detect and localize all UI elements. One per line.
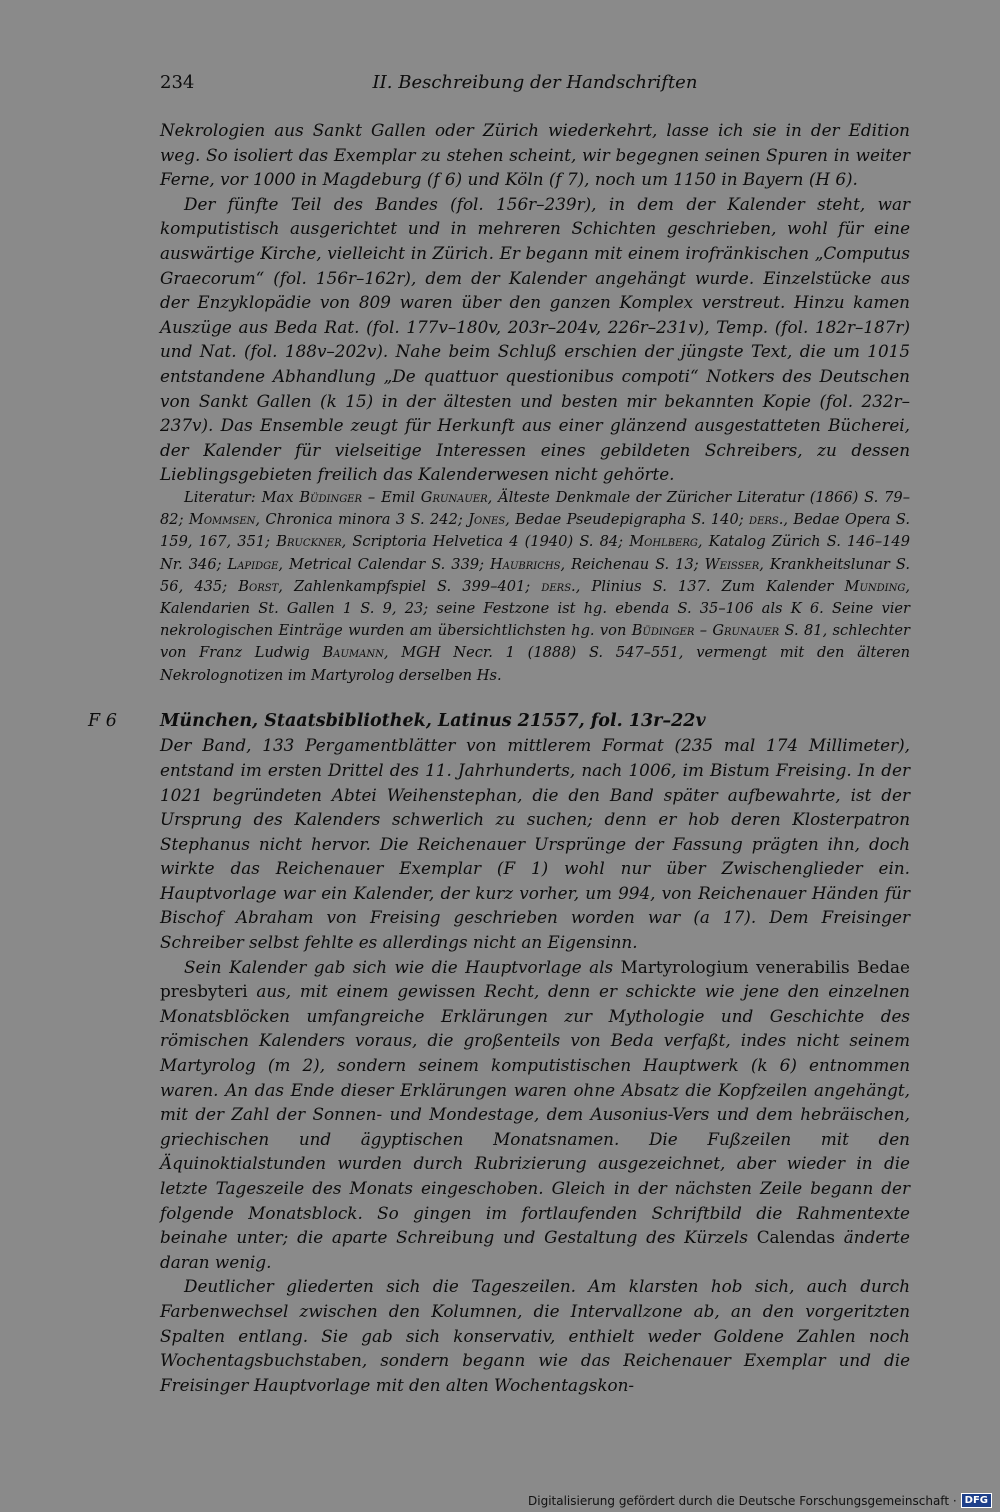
author-name: ders. xyxy=(749,511,784,529)
author-name: Grunauer xyxy=(712,622,780,640)
author-name: Mommsen xyxy=(188,511,256,529)
literature-note: Literatur: Max Büdinger – Emil Grunauer, Älteste Denkmale der Züricher Literatur (1866) S. 79–82; Mommsen, Chronica minora 3 S. 242; Jones, Bedae Pseudepigrapha S. 140; ders., Bedae Opera S. 159, 167, 351; Bruckner, Scriptoria Helvetica 4 (1940) S. 84; Mohlberg, Katalog Zürich S. 146–149 Nr. 346; Lapidge, Metrical Calendar S. 339; Haubrichs, Reichenau S. 13; Weisser, Krankheitslunar S. 56, 435; Borst, Zahlenkampfspiel S. 399–401; ders., Plinius S. 137. Zum Kalender Munding, Kalendarien St. Gallen 1 S. 9, 23; seine Festzone ist hg. ebenda S. 35–106 als K 6. Seine vier nekrologischen Einträge wurden am übersichtlichsten hg. von Büdinger – Grunauer S. 81, schlechter von Franz Ludwig Baumann, MGH Necr. 1 (1888) S. 547–551, vermengt mit den älteren Nekrolognotizen im Martyrolog derselben Hs. xyxy=(160,488,911,684)
author-name: Lapidge xyxy=(227,555,279,573)
author-name: Haubrichs xyxy=(490,555,561,573)
author-name: ders. xyxy=(541,577,576,595)
author-name: Mohlberg xyxy=(629,533,698,551)
author-name: Borst xyxy=(238,577,279,595)
author-name: Weisser xyxy=(704,555,760,573)
dfg-logo-icon: DFG xyxy=(961,1493,992,1508)
author-name: Grunauer xyxy=(420,488,488,506)
author-name: Bruckner xyxy=(276,533,342,551)
author-name: Büdinger xyxy=(299,488,363,506)
author-name: Büdinger xyxy=(631,622,695,640)
paragraph: Sein Kalender gab sich wie die Hauptvorlage als Martyrologium venerabilis Bedae presbyteri aus, mit einem gewissen Recht, denn er schickte wie jene den einzelnen Monatsblöcken umfangreiche Erklärungen zur Mythologie und Geschichte des römischen Kalenders voraus, die großenteils von Beda verfaßt, indes nicht seinem Martyrolog (m 2), sondern seinem komputistischen Hauptwerk (k 6) entnommen waren. An das Ende dieser Erklärungen waren ohne Absatz die Kopfzeilen angehängt, mit der Zahl der Sonnen- und Mondestage, dem Ausonius-Vers und dem hebräischen, griechischen und ägyptischen Monatsnamen. Die Fußzeilen mit den Äquinoktialstunden wurden durch Rubrizierung ausgezeichnet, aber wieder in die letzte Tageszeile des Monats eingeschoben. Gleich in der nächsten Zeile begann der folgende Monatsblock. So gingen im fortlaufenden Schriftbild die Rahmentexte beinahe unter; die aparte Schreibung und Gestaltung des Kürzels Calendas änderte daran wenig. xyxy=(160,956,910,1272)
upright-term: Calendas xyxy=(756,1227,836,1248)
running-title: II. Beschreibung der Handschriften xyxy=(372,72,698,93)
section-shelfmark: München, Staatsbibliothek, Latinus 21557, fol. 13r–22v xyxy=(160,710,706,731)
section-siglum: F 6 xyxy=(88,710,117,731)
author-name: Baumann xyxy=(322,644,384,662)
upright-title: Martyrologium venerabilis Bedae presbyteri xyxy=(160,956,910,1002)
page-body xyxy=(88,118,911,1397)
paragraph: Der Band, 133 Pergamentblätter von mittlerem Format (235 mal 174 Millimeter), entstand im ersten Drittel des 11. Jahrhunderts, nach 1006, im Bistum Freising. In der 1021 begründeten Abtei Weihenstephan, die den Band später aufbewahrte, ist der Ursprung des Kalenders schwerlich zu suchen; denn er hob deren Klosterpatron Stephanus nicht hervor. Die Reichenauer Ursprünge der Fassung prägten ihn, doch wirkte das Reichenauer Exemplar (F 1) wohl nur über Zwischenglieder ein. Hauptvorlage war ein Kalender, der kurz vorher, um 994, von Reichenauer Händen für Bischof Abraham von Freising geschrieben worden war (a 17). Dem Freisinger Schreiber selbst fehlte es allerdings nicht an Eigensinn. xyxy=(160,735,910,953)
paragraph: Deutlicher gliederten sich die Tageszeilen. Am klarsten hob sich, auch durch Farbenwechsel zwischen den Kolumnen, die Intervallzone ab, an den vorgeritzten Spalten entlang. Sie gab sich konservativ, enthielt weder Goldene Zahlen noch Wochentagsbuchstaben, sondern begann wie das Reichenauer Exemplar und die Freisinger Hauptvorlage mit den alten Wochentagskon- xyxy=(160,1276,910,1395)
section-f6 xyxy=(88,709,910,1398)
footer-text: Digitalisierung gefördert durch die Deutsche Forschungsgemeinschaft · xyxy=(528,1493,957,1508)
paragraph: Nekrologien aus Sankt Gallen oder Zürich wiederkehrt, lasse ich sie in der Edition weg. So isoliert das Exemplar zu stehen scheint, wir begegnen seinen Spuren in weiter Ferne, vor 1000 in Magdeburg (f 6) und Köln (f 7), noch um 1150 in Bayern (H 6). xyxy=(160,120,910,190)
author-name: Jones xyxy=(468,511,506,529)
digitization-footer xyxy=(528,1493,992,1508)
page-number: 234 xyxy=(160,72,195,93)
author-name: Munding xyxy=(844,577,906,595)
paragraph: Der fünfte Teil des Bandes (fol. 156r–239r), in dem der Kalender steht, war komputistisch ausgerichtet und in mehreren Schichten geschrieben, wohl für eine auswärtige Kirche, vielleicht in Zürich. Er begann mit einem irofränkischen „Computus Graecorum“ (fol. 156r–162r), dem der Kalender angehängt wurde. Einzelstücke aus der Enzyklopädie von 809 waren über den ganzen Komplex verstreut. Hinzu kamen Auszüge aus Beda Rat. (fol. 177v–180v, 203r–204v, 226r–231v), Temp. (fol. 182r–187r) und Nat. (fol. 188v–202v). Nahe beim Schluß erschien der jüngste Text, die um 1015 entstandene Abhandlung „De quattuor questionibus compoti“ Notkers des Deutschen von Sankt Gallen (k 15) in der ältesten und besten mir bekannten Kopie (fol. 232r–237v). Das Ensemble zeugt für Herkunft aus einer glänzend ausgestatteten Bücherei, der Kalender für vielseitige Interessen eines gebildeten Schreibers, zu dessen Lieblingsgebieten freilich das Kalenderwesen nicht gehörte. xyxy=(160,193,910,485)
page-header xyxy=(160,72,910,100)
